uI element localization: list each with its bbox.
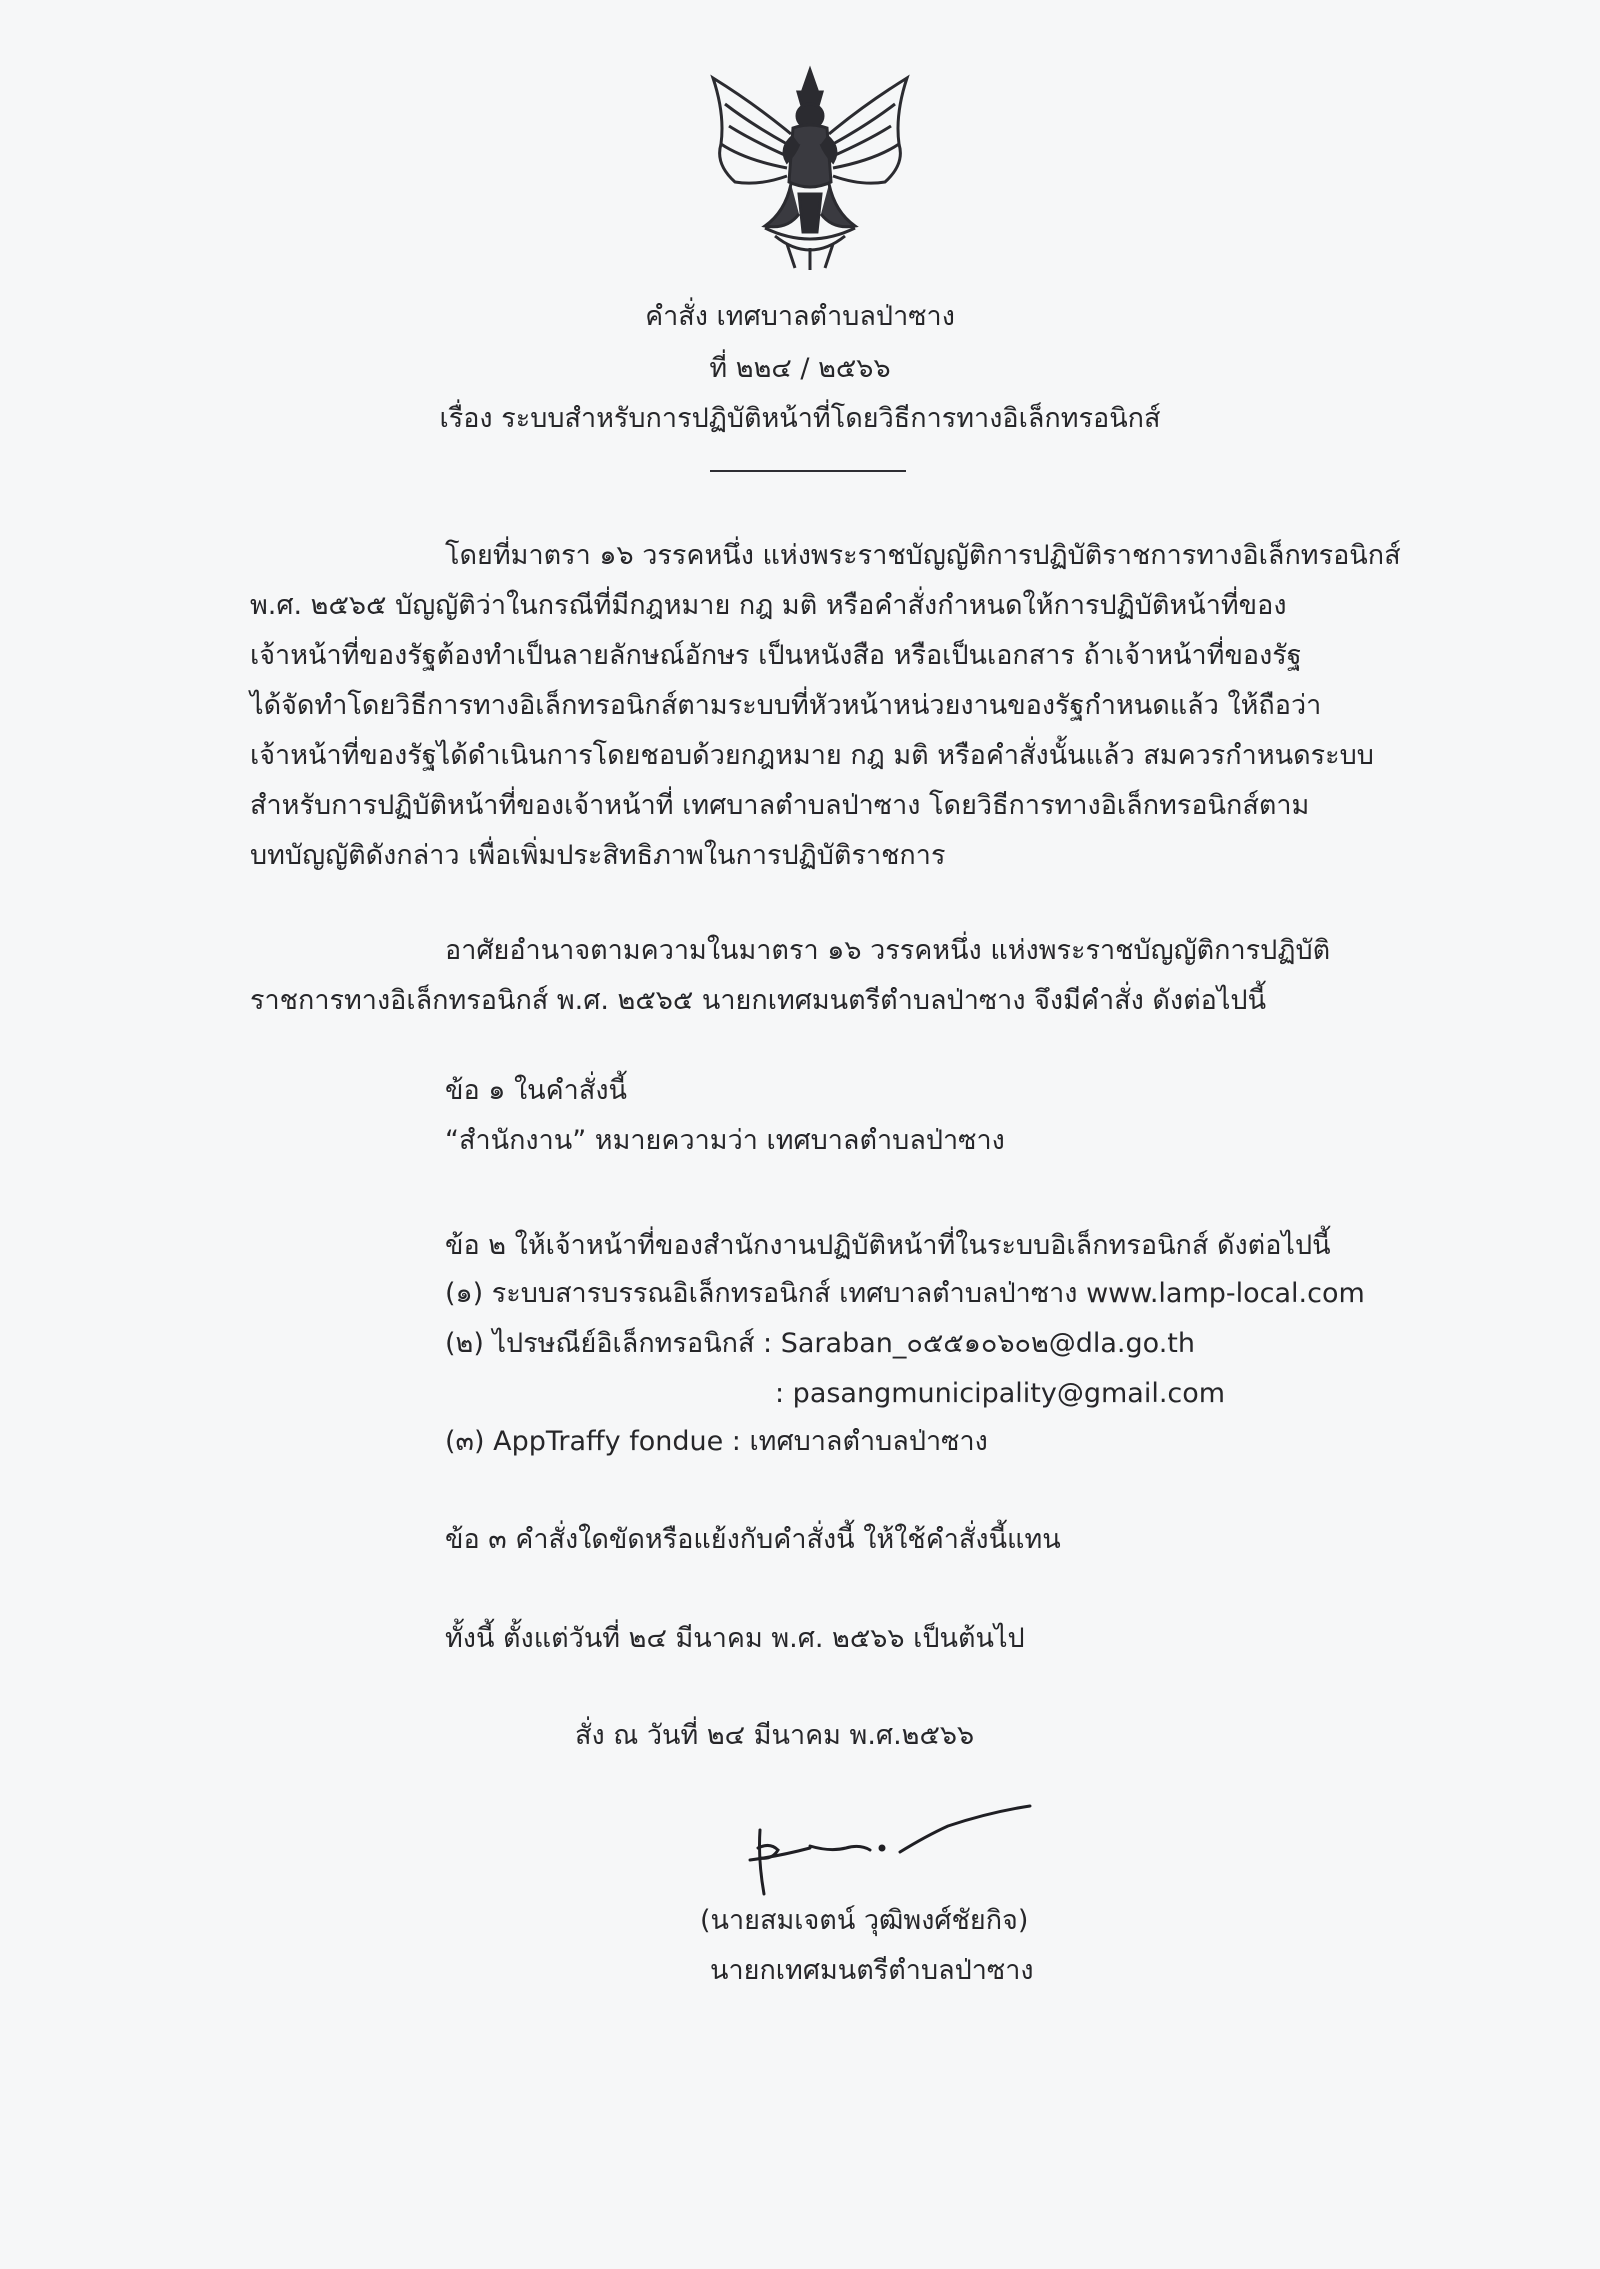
signatory-name: (นายสมเจตน์ วุฒิพงศ์ชัยกิจ) [700, 1905, 1029, 1936]
clause-2-item: (๒) ไปรษณีย์อิเล็กทรอนิกส์ : Saraban_๐๕๕๑๐๖๐๒@dla.go.th [445, 1328, 1195, 1359]
garuda-emblem-icon [695, 64, 925, 274]
order-title: คำสั่ง เทศบาลตำบลป่าซาง [645, 301, 955, 332]
preamble-line: เจ้าหน้าที่ของรัฐได้ดำเนินการโดยชอบด้วยกฎหมาย กฎ มติ หรือคำสั่งนั้นแล้ว สมควรกำหนดระบบ [250, 740, 1374, 771]
preamble-line: บทบัญญัติดังกล่าว เพื่อเพิ่มประสิทธิภาพในการปฏิบัติราชการ [250, 840, 946, 871]
signatory-position: นายกเทศมนตรีตำบลป่าซาง [710, 1955, 1034, 1986]
clause-2-heading: ข้อ ๒ ให้เจ้าหน้าที่ของสำนักงานปฏิบัติหน้าที่ในระบบอิเล็กทรอนิกส์ ดังต่อไปนี้ [445, 1230, 1331, 1261]
clause-2-item: (๓) AppTraffy fondue : เทศบาลตำบลป่าซาง [445, 1426, 988, 1457]
preamble-line: เจ้าหน้าที่ของรัฐต้องทำเป็นลายลักษณ์อักษร เป็นหนังสือ หรือเป็นเอกสาร ถ้าเจ้าหน้าที่ของรัฐ [250, 640, 1302, 671]
clause-2-item: : pasangmunicipality@gmail.com [775, 1378, 1226, 1409]
order-subject: เรื่อง ระบบสำหรับการปฏิบัติหน้าที่โดยวิธีการทางอิเล็กทรอนิกส์ [439, 403, 1161, 434]
issued-date: สั่ง ณ วันที่ ๒๔ มีนาคม พ.ศ.๒๕๖๖ [575, 1720, 975, 1751]
clause-2-item: (๑) ระบบสารบรรณอิเล็กทรอนิกส์ เทศบาลตำบลป่าซาง www.lamp-local.com [445, 1278, 1365, 1309]
handwritten-signature [700, 1790, 1040, 1900]
preamble-line: พ.ศ. ๒๕๖๕ บัญญัติว่าในกรณีที่มีกฎหมาย กฎ มติ หรือคำสั่งกำหนดให้การปฏิบัติหน้าที่ของ [250, 590, 1287, 621]
effective-date: ทั้งนี้ ตั้งแต่วันที่ ๒๔ มีนาคม พ.ศ. ๒๕๖๖ เป็นต้นไป [445, 1623, 1025, 1654]
clause-1-definition: “สำนักงาน” หมายความว่า เทศบาลตำบลป่าซาง [445, 1125, 1005, 1156]
preamble-line: ได้จัดทำโดยวิธีการทางอิเล็กทรอนิกส์ตามระบบที่หัวหน้าหน่วยงานของรัฐกำหนดแล้ว ให้ถือว่า [250, 690, 1322, 721]
order-number: ที่ ๒๒๔ / ๒๕๖๖ [709, 353, 891, 384]
authority-line: อาศัยอำนาจตามความในมาตรา ๑๖ วรรคหนึ่ง แห่งพระราชบัญญัติการปฏิบัติ [445, 935, 1331, 966]
clause-1-heading: ข้อ ๑ ในคำสั่งนี้ [445, 1075, 627, 1106]
preamble-line: สำหรับการปฏิบัติหน้าที่ของเจ้าหน้าที่ เทศบาลตำบลป่าซาง โดยวิธีการทางอิเล็กทรอนิกส์ตาม [250, 790, 1310, 821]
authority-line: ราชการทางอิเล็กทรอนิกส์ พ.ศ. ๒๕๖๕ นายกเทศมนตรีตำบลป่าซาง จึงมีคำสั่ง ดังต่อไปนี้ [250, 985, 1267, 1016]
title-divider [710, 470, 906, 472]
preamble-line: โดยที่มาตรา ๑๖ วรรคหนึ่ง แห่งพระราชบัญญัติการปฏิบัติราชการทางอิเล็กทรอนิกส์ [445, 540, 1401, 571]
clause-3-text: ข้อ ๓ คำสั่งใดขัดหรือแย้งกับคำสั่งนี้ ให้ใช้คำสั่งนี้แทน [445, 1524, 1061, 1555]
